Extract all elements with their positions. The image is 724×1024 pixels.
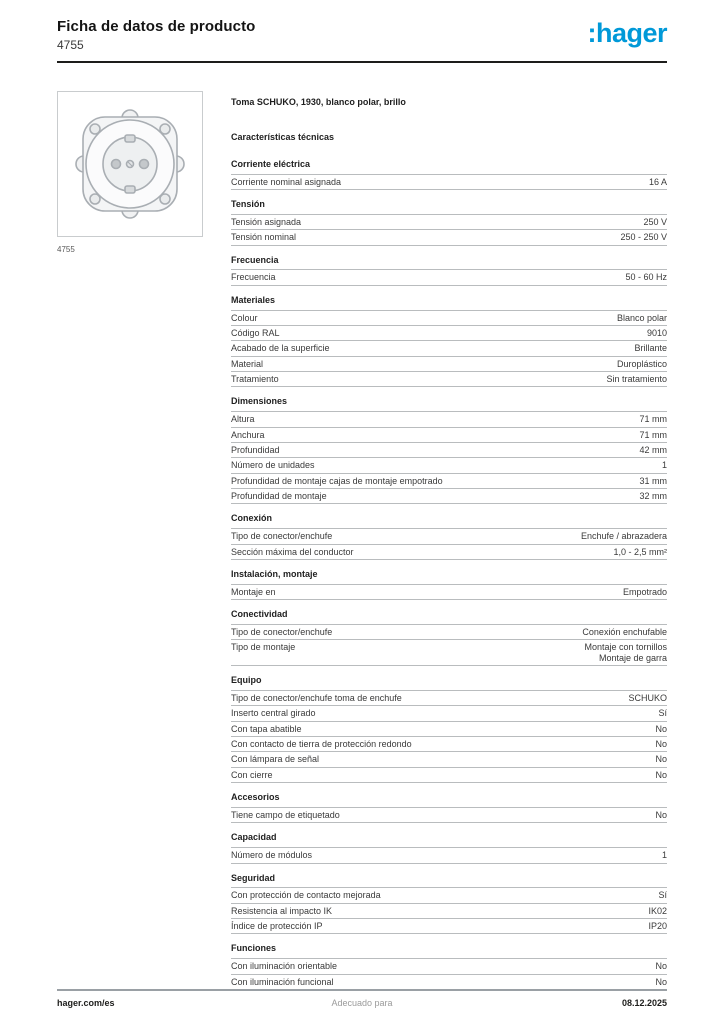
spec-label: Anchura xyxy=(231,429,265,440)
spec-label: Tipo de conector/enchufe xyxy=(231,627,333,638)
spec-row xyxy=(231,888,667,903)
spec-label: Número de módulos xyxy=(231,850,313,861)
spec-label: Con protección de contacto mejorada xyxy=(231,890,381,901)
spec-row xyxy=(231,175,667,190)
spec-row xyxy=(231,443,667,458)
section-rows xyxy=(231,584,667,600)
spec-value: No xyxy=(655,961,667,972)
spec-label: Con lámpara de señal xyxy=(231,754,320,765)
hager-logo: :hager xyxy=(587,18,667,48)
section-rows xyxy=(231,214,667,246)
spec-section xyxy=(231,199,667,246)
spec-row xyxy=(231,904,667,919)
spec-row xyxy=(231,959,667,974)
spec-label: Índice de protección IP xyxy=(231,921,323,932)
spec-label: Tiene campo de etiquetado xyxy=(231,809,340,820)
spec-section xyxy=(231,255,667,286)
spec-value: 71 mm xyxy=(639,414,667,425)
spec-row xyxy=(231,230,667,245)
spec-value: Brillante xyxy=(634,343,667,354)
spec-row xyxy=(231,691,667,706)
footer-date: 08.12.2025 xyxy=(621,998,667,1008)
product-image-column xyxy=(57,91,218,990)
spec-section xyxy=(231,396,667,504)
spec-label: Profundidad de montaje cajas de montaje empotrado xyxy=(231,475,443,486)
spec-label: Profundidad de montaje xyxy=(231,491,327,502)
spec-value: 32 mm xyxy=(639,491,667,502)
spec-row xyxy=(231,311,667,326)
spec-label: Frecuencia xyxy=(231,272,276,283)
spec-label: Con iluminación orientable xyxy=(231,961,338,972)
section-rows xyxy=(231,174,667,190)
spec-label: Resistencia al impacto IK xyxy=(231,905,333,916)
spec-row xyxy=(231,372,667,387)
section-rows xyxy=(231,847,667,863)
spec-value: 1 xyxy=(661,850,667,861)
socket-drawing xyxy=(70,104,190,224)
spec-value: IP20 xyxy=(648,921,667,932)
section-title: Seguridad xyxy=(231,872,276,883)
spec-value: 71 mm xyxy=(639,429,667,440)
spec-label: Tensión asignada xyxy=(231,216,302,227)
image-caption: 4755 xyxy=(57,245,75,254)
footer-link[interactable]: hager.com/es xyxy=(57,998,115,1008)
spec-row xyxy=(231,919,667,934)
spec-value: No xyxy=(655,976,667,987)
product-name: Toma SCHUKO, 1930, blanco polar, brillo xyxy=(231,97,406,107)
spec-section xyxy=(231,675,667,783)
spec-value: 31 mm xyxy=(639,475,667,486)
spec-value: Blanco polar xyxy=(616,312,667,323)
spec-row xyxy=(231,341,667,356)
spec-label: Código RAL xyxy=(231,328,280,339)
section-title: Tensión xyxy=(231,199,265,210)
spec-row xyxy=(231,529,667,544)
spec-row xyxy=(231,808,667,823)
spec-row xyxy=(231,706,667,721)
section-rows xyxy=(231,887,667,934)
spec-value: No xyxy=(655,754,667,765)
spec-value: Enchufe / abrazadera xyxy=(580,531,667,542)
spec-label: Colour xyxy=(231,312,258,323)
spec-label: Tipo de montaje xyxy=(231,642,296,653)
spec-label: Acabado de la superficie xyxy=(231,343,330,354)
spec-row xyxy=(231,412,667,427)
section-title: Conexión xyxy=(231,513,273,524)
section-rows xyxy=(231,690,667,783)
spec-section xyxy=(231,873,667,935)
spec-label: Con iluminación funcional xyxy=(231,976,334,987)
spec-value: Sin tratamiento xyxy=(606,374,667,385)
spec-value: 250 V xyxy=(643,216,667,227)
spec-value: No xyxy=(655,723,667,734)
spec-value: Conexión enchufable xyxy=(582,627,667,638)
spec-label: Tipo de conector/enchufe toma de enchufe xyxy=(231,693,402,704)
spec-row xyxy=(231,458,667,473)
spec-label: Sección máxima del conductor xyxy=(231,546,354,557)
spec-row xyxy=(231,326,667,341)
section-rows xyxy=(231,807,667,823)
spec-label: Tipo de conector/enchufe xyxy=(231,531,333,542)
spec-label: Tratamiento xyxy=(231,374,279,385)
spec-value: 50 - 60 Hz xyxy=(625,272,667,283)
spec-sections xyxy=(231,159,667,990)
spec-row xyxy=(231,270,667,285)
spec-value: 9010 xyxy=(646,328,667,339)
spec-value: No xyxy=(655,739,667,750)
spec-row xyxy=(231,640,667,666)
spec-label: Con cierre xyxy=(231,769,273,780)
spec-value: Empotrado xyxy=(622,586,667,597)
spec-row xyxy=(231,545,667,560)
section-rows xyxy=(231,958,667,990)
page-title: Ficha de datos de producto xyxy=(57,18,256,35)
page-footer xyxy=(57,989,667,1008)
spec-value: Sí xyxy=(658,708,667,719)
spec-row xyxy=(231,737,667,752)
section-title: Instalación, montaje xyxy=(231,568,318,579)
section-title: Capacidad xyxy=(231,832,277,843)
footer-center-text: Adecuado para xyxy=(331,998,393,1008)
spec-row xyxy=(231,625,667,640)
spec-label: Material xyxy=(231,358,264,369)
section-rows xyxy=(231,269,667,285)
section-title: Conectividad xyxy=(231,609,288,620)
spec-label: Montaje en xyxy=(231,586,276,597)
spec-value: No xyxy=(655,809,667,820)
section-title: Materiales xyxy=(231,294,276,305)
spec-row xyxy=(231,474,667,489)
spec-label: Profundidad xyxy=(231,445,280,456)
section-title: Accesorios xyxy=(231,792,280,803)
spec-row xyxy=(231,428,667,443)
section-rows xyxy=(231,624,667,666)
spec-section xyxy=(231,832,667,863)
section-rows xyxy=(231,310,667,388)
spec-label: Con tapa abatible xyxy=(231,723,302,734)
spec-label: Con contacto de tierra de protección redondo xyxy=(231,739,412,750)
spec-row xyxy=(231,722,667,737)
spec-label: Tensión nominal xyxy=(231,232,297,243)
spec-value: Sí xyxy=(658,890,667,901)
spec-section xyxy=(231,569,667,600)
spec-row xyxy=(231,489,667,504)
spec-value: Montaje con tornillos Montaje de garra xyxy=(584,642,667,663)
spec-row xyxy=(231,215,667,230)
section-title: Dimensiones xyxy=(231,396,288,407)
section-rows xyxy=(231,528,667,560)
section-title: Frecuencia xyxy=(231,254,279,265)
product-number: 4755 xyxy=(57,38,84,52)
spec-section xyxy=(231,159,667,190)
product-image-box xyxy=(57,91,203,237)
spec-label: Número de unidades xyxy=(231,460,315,471)
spec-section xyxy=(231,609,667,666)
main-content xyxy=(57,91,667,990)
spec-row xyxy=(231,752,667,767)
spec-value: No xyxy=(655,769,667,780)
spec-value: SCHUKO xyxy=(628,693,667,704)
spec-section xyxy=(231,513,667,560)
header-title-block xyxy=(57,18,255,52)
section-title: Corriente eléctrica xyxy=(231,158,311,169)
spec-section xyxy=(231,943,667,990)
spec-row xyxy=(231,357,667,372)
spec-value: 250 - 250 V xyxy=(620,232,667,243)
spec-section xyxy=(231,792,667,823)
section-title: Funciones xyxy=(231,943,277,954)
spec-row xyxy=(231,975,667,990)
section-title: Equipo xyxy=(231,675,262,686)
spec-value: 1,0 - 2,5 mm² xyxy=(613,546,667,557)
page-header xyxy=(57,0,667,63)
spec-row xyxy=(231,768,667,783)
spec-row xyxy=(231,848,667,863)
spec-label: Altura xyxy=(231,414,255,425)
spec-row xyxy=(231,585,667,600)
spec-label: Corriente nominal asignada xyxy=(231,176,342,187)
spec-column xyxy=(231,91,667,990)
spec-value: Duroplástico xyxy=(616,358,667,369)
spec-label: Inserto central girado xyxy=(231,708,316,719)
spec-value: 1 xyxy=(661,460,667,471)
spec-value: IK02 xyxy=(648,905,667,916)
section-rows xyxy=(231,411,667,504)
spec-value: 16 A xyxy=(648,176,667,187)
tech-characteristics-title: Características técnicas xyxy=(231,131,335,142)
spec-value: 42 mm xyxy=(639,445,667,456)
spec-section xyxy=(231,295,667,388)
